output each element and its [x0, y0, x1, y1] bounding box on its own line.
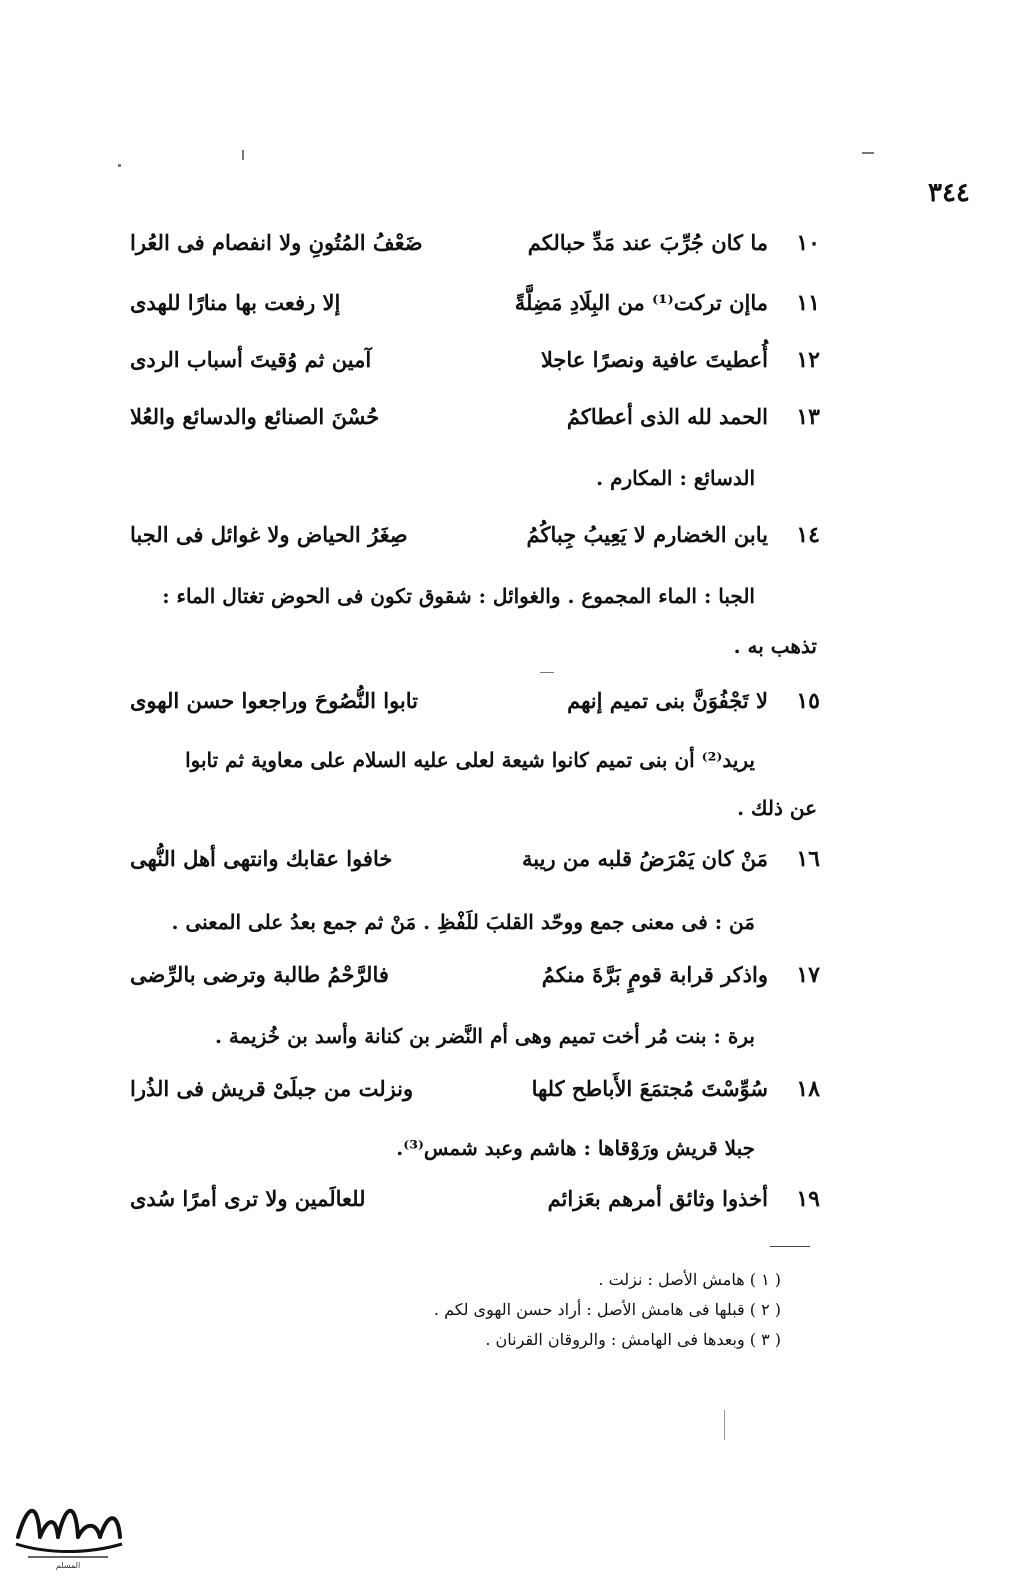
- verse-second-hemistich: حُسْنَ الصنائع والدسائع والعُلا: [130, 404, 380, 429]
- verse-second-hemistich: خافوا عقابك وانتهى أهل النُّهى: [130, 846, 393, 871]
- verse-first-hemistich: ما كان جُرِّبَ عند مَدِّ حبالكم: [527, 230, 768, 255]
- verse-second-hemistich: آمين ثم وُقيتَ أسباب الردى: [130, 347, 372, 372]
- verse-number: ١٦: [796, 846, 820, 872]
- verse-second-hemistich: للعالَمين ولا ترى أمرًا سُدى: [130, 1186, 366, 1211]
- watermark-text: المسلم: [55, 1561, 81, 1570]
- scan-speck: [118, 164, 121, 167]
- commentary-note: برة : بنت مُر أخت تميم وهى أم النَّضر بن كنانة وأسد بن خُزيمة .: [214, 1024, 755, 1048]
- verse-row: [130, 1076, 820, 1116]
- verse-row: [130, 846, 820, 886]
- commentary-note: مَن : فى معنى جمع ووحّد القلبَ للَفْظِ . مَنْ ثم جمع بعدُ على المعنى .: [171, 910, 755, 934]
- verse-number: ١٤: [796, 522, 820, 548]
- verse-first-hemistich: يابن الخضارم لا يَعِيبُ جِباكُمُ: [526, 522, 768, 547]
- commentary-note: الجبا : الماء المجموع . والغوائل : شقوق تكون فى الحوض تغتال الماء :: [162, 584, 755, 608]
- verse-row: [130, 347, 820, 387]
- verse-second-hemistich: تابوا النُّصُوحَ وراجعوا حسن الهوى: [130, 688, 419, 713]
- verse-row: [130, 290, 820, 330]
- verse-second-hemistich: صِغَرُ الحياض ولا غوائل فى الجبا: [130, 522, 408, 547]
- footnote: ( ١ ) هامش الأصل : نزلت .: [598, 1270, 781, 1289]
- scan-speck: [724, 1410, 725, 1440]
- commentary-note: تذهب به .: [733, 634, 817, 658]
- commentary-note: يريد⁽²⁾ أن بنى تميم كانوا شيعة لعلى عليه السلام على معاوية ثم تابوا: [185, 748, 755, 772]
- verse-second-hemistich: ضَعْفُ المُتُونِ ولا انفصام فى العُرا: [130, 230, 423, 255]
- commentary-note: عن ذلك .: [737, 796, 817, 820]
- verse-first-hemistich: واذكر قرابة قومٍ بَرَّةَ منكمُ: [541, 962, 768, 987]
- verse-number: ١١: [796, 290, 820, 316]
- footnote-rule: [770, 1246, 810, 1247]
- commentary-note: جبلا قريش ورَوْقاها : هاشم وعبد شمس⁽³⁾.: [396, 1136, 755, 1160]
- verse-first-hemistich: الحمد لله الذى أعطاكمُ: [566, 404, 768, 429]
- scan-speck: [862, 152, 874, 154]
- verse-number: ١٨: [796, 1076, 820, 1102]
- verse-number: ١٢: [796, 347, 820, 373]
- verse-row: [130, 404, 820, 444]
- commentary-note: الدسائع : المكارم .: [596, 466, 755, 490]
- page-number: ٣٤٤: [928, 178, 970, 208]
- scan-speck: [540, 672, 554, 673]
- verse-number: ١٥: [796, 688, 820, 714]
- footnote: ( ٣ ) وبعدها فى الهامش : والروقان القرنان .: [485, 1330, 781, 1349]
- verse-first-hemistich: مَنْ كان يَمْرَضُ قلبه من ريبة: [522, 846, 768, 871]
- watermark-logo: [8, 1482, 128, 1572]
- verse-second-hemistich: إلا رفعت بها منارًا للهدى: [130, 290, 341, 315]
- verse-row: [130, 230, 820, 270]
- verse-row: [130, 962, 820, 1002]
- scan-speck: [242, 150, 244, 160]
- verse-first-hemistich: سُوِّسْتَ مُجتمَعَ الأَباطح كلها: [531, 1076, 768, 1101]
- verse-number: ١٧: [796, 962, 820, 988]
- verse-number: ١٩: [796, 1186, 820, 1212]
- footnote: ( ٢ ) قبلها فى هامش الأصل : أراد حسن الهوى لكم .: [433, 1300, 781, 1319]
- verse-row: [130, 1186, 820, 1226]
- verse-first-hemistich: لا تَجْفُوَنَّ بنى تميم إنهم: [567, 688, 768, 713]
- verse-row: [130, 522, 820, 562]
- verse-number: ١٣: [796, 404, 820, 430]
- verse-first-hemistich: أخذوا وثائق أمرهم بعَزائم: [547, 1186, 768, 1211]
- verse-number: ١٠: [796, 230, 820, 256]
- verse-row: [130, 688, 820, 728]
- verse-first-hemistich: أُعطيتَ عافية ونصرًا عاجلا: [540, 347, 768, 372]
- verse-second-hemistich: فالرَّحْمُ طالبة وترضى بالرِّضى: [130, 962, 389, 987]
- verse-first-hemistich: ماإن تركت⁽¹⁾ من البِلَادِ مَضِلَّةً: [514, 290, 768, 315]
- verse-second-hemistich: ونزلت من جبلَىْ قريش فى الذُرا: [130, 1076, 414, 1101]
